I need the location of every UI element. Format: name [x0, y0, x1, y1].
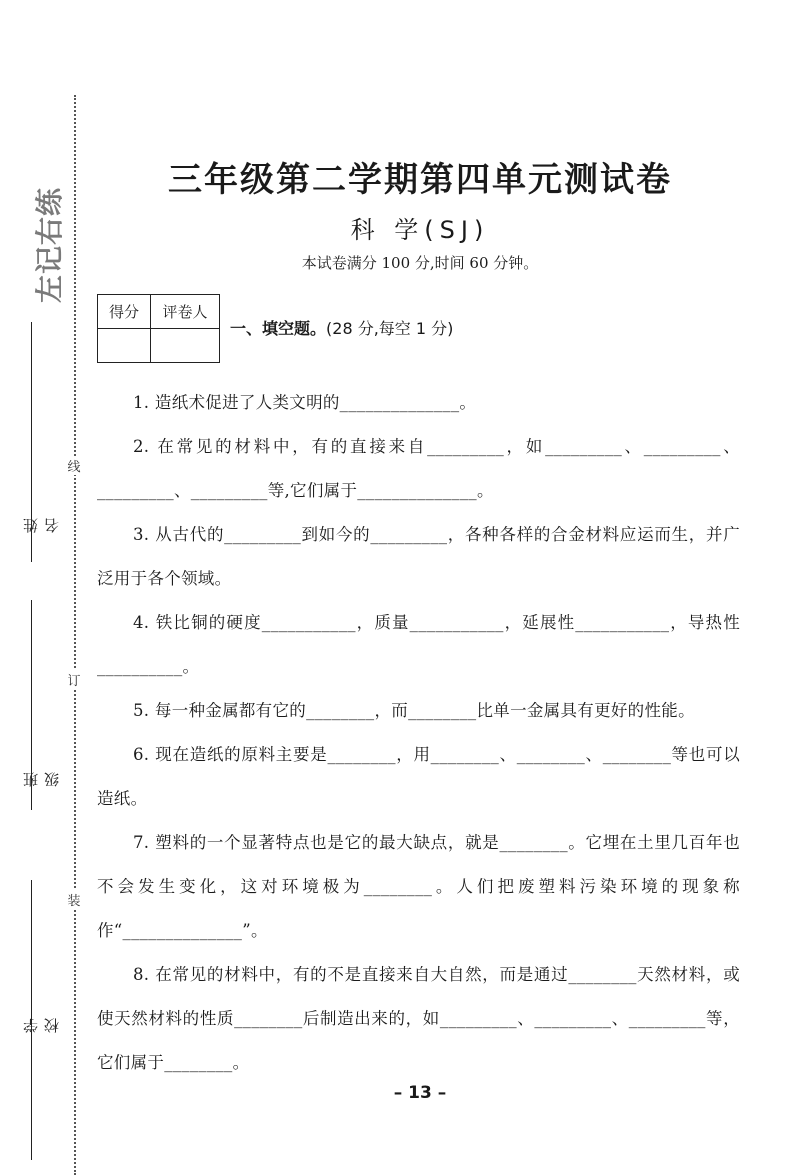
- binding-dotted-line: [74, 95, 76, 1175]
- score-header: 得分: [98, 295, 151, 329]
- question-1: 1. 造纸术促进了人类文明的______________。: [133, 393, 477, 412]
- class-label: 班级: [22, 772, 61, 787]
- question-3: 3. 从古代的_________到如今的_________，各种各样的合金材料应运而生，并广泛用于各个领域。: [97, 525, 740, 588]
- binding-mark-xian: 线: [66, 456, 82, 475]
- question-list: [97, 381, 740, 1085]
- score-table: [97, 294, 220, 363]
- section-points: (28 分,每空 1 分): [326, 319, 454, 338]
- section-heading: [230, 316, 453, 339]
- question-7: 7. 塑料的一个显著特点也是它的最大缺点，就是________。它埋在土里几百年也不会发生变化，这对环境极为________。人们把废塑料污染环境的现象称作“______________”。: [97, 833, 740, 940]
- question-6: 6. 现在造纸的原料主要是________，用________、________、________等也可以造纸。: [97, 745, 740, 808]
- class-line[interactable]: [31, 600, 32, 810]
- brand-text: 左记右练: [33, 186, 67, 304]
- question-4: 4. 铁比铜的硬度___________，质量___________，延展性___________，导热性__________。: [97, 613, 740, 676]
- section-title: 一、填空题。: [230, 319, 327, 338]
- name-label: 姓名: [22, 518, 61, 533]
- school-line[interactable]: [31, 880, 32, 1160]
- grader-cell[interactable]: [151, 329, 220, 363]
- grader-header: 评卷人: [151, 295, 220, 329]
- score-cell[interactable]: [98, 329, 151, 363]
- page-number: – 13 –: [393, 1083, 447, 1103]
- school-label: 学校: [22, 1018, 61, 1033]
- name-line[interactable]: [31, 322, 32, 562]
- binding-mark-zhuang: 装: [66, 890, 82, 909]
- question-5: 5. 每一种金属都有它的________，而________比单一金属具有更好的性能。: [133, 701, 695, 720]
- question-8: 8. 在常见的材料中，有的不是直接来自大自然，而是通过________天然材料，或使天然材料的性质________后制造出来的，如_________、_________、_________等，它们属于________。: [97, 965, 740, 1072]
- subject-title: 科 学(SJ): [350, 216, 490, 244]
- question-2: 2. 在常见的材料中，有的直接来自_________，如_________、_________、_________、_________等,它们属于______________。: [97, 437, 740, 500]
- exam-note: 本试卷满分 100 分,时间 60 分钟。: [301, 254, 539, 272]
- brand-logo: [24, 170, 72, 320]
- binding-mark-ding: 订: [66, 670, 82, 689]
- page-title: 三年级第二学期第四单元测试卷: [168, 160, 672, 200]
